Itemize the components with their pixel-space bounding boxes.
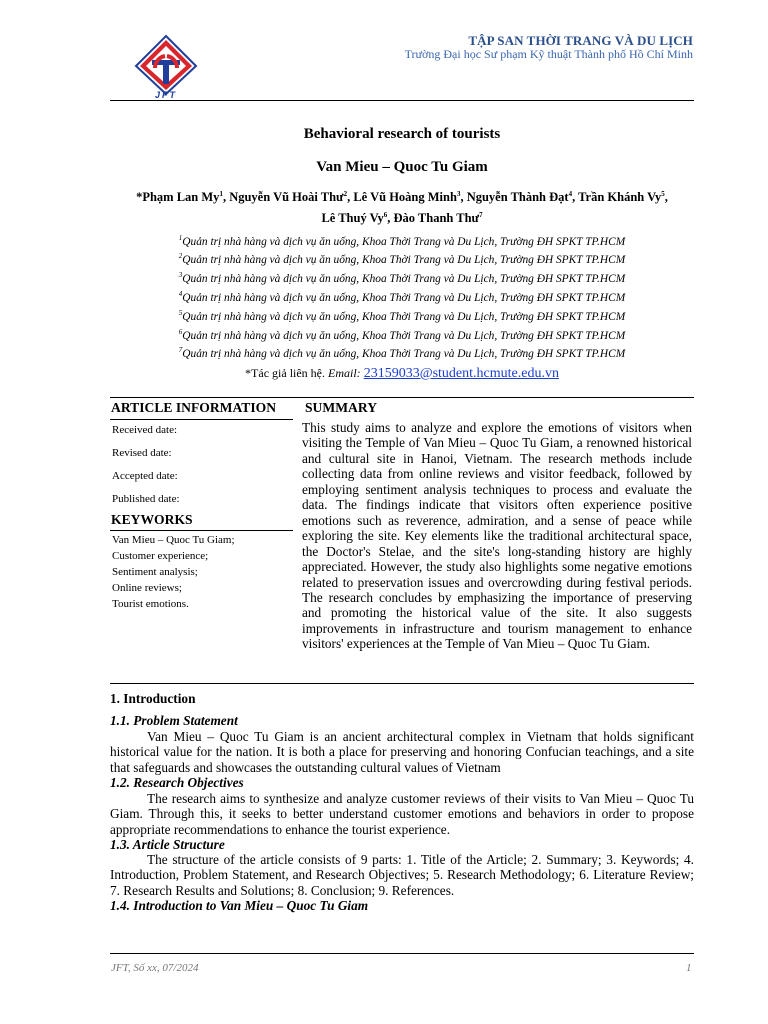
affiliation [110,290,694,304]
paper-title-line2: Van Mieu – Quoc Tu Giam [316,159,488,175]
footer-divider [110,953,694,954]
affiliation [110,252,694,266]
keyword-item: Tourist emotions. [112,598,189,610]
article-structure-paragraph: The structure of the article consists of 9 parts: 1. Title of the Article; 2. Summary; 3. Keywords; 4. Introduction, Problem Statement, and Research Objectives; 5. Research Methodology; 6. Literature Review; 7. Research Results and Solutions; 8. Conclusion; 9. References. [110,852,694,898]
problem-statement-heading: 1.1. Problem Statement [110,713,238,728]
author-name: Lê Vũ Hoàng Minh [353,190,457,205]
affiliation-text: Quản trị nhà hàng và dịch vụ ăn uống, Khoa Thời Trang và Du Lịch, Trường ĐH SPKT TP.HCM [182,310,626,323]
intro-van-mieu-heading: 1.4. Introduction to Van Mieu – Quoc Tu Giam [110,898,369,913]
received-date-label: Received date: [112,424,178,436]
author-sup: 7 [479,211,483,219]
summary-text: This study aims to analyze and explore the emotions of visitors when visiting the Temple of Van Mieu – Quoc Tu Giam, a renowned historical and cultural site in Hanoi, Vietnam. The research methods include collecting data from online reviews and visitor feedback, followed by employing sentiment analysis techniques to process and evaluate the data. The findings indicate that visitors often experience positive emotions such as reverence, admiration, and a sense of peace while exploring the site. Key elements like the traditional architectural space, the Doctor's Stelae, and the site's long-standing history are highly appreciated. However, the study also highlights some negative emotions related to preservation issues and overcrowding during festival periods. The research concludes by emphasizing the importance of preserving and promoting the historical value of the site. It also suggests improvements in infrastructure and tourism management to enhance visitors' experiences at the Temple of Van Mieu – Quoc Tu Giam. [302,420,692,652]
affiliation [110,234,694,248]
affiliation [110,309,694,323]
affiliation-text: Quản trị nhà hàng và dịch vụ ăn uống, Khoa Thời Trang và Du Lịch, Trường ĐH SPKT TP.HCM [182,291,626,304]
keyword-item: Sentiment analysis; [112,566,198,578]
article-info-heading: ARTICLE INFORMATION [111,400,277,415]
affiliation-sup: 2 [178,252,183,260]
footer-issue: JFT, Số xx, 07/2024 [111,962,199,974]
affiliation-sup: 4 [178,290,183,298]
affiliation [110,271,694,285]
keyword-item: Online reviews; [112,582,182,594]
article-info-rule [110,419,293,420]
info-divider [110,397,694,398]
author-name: Lê Thuý Vy [321,211,384,226]
research-objectives-paragraph: The research aims to synthesize and analyze customer reviews of their visits to Van Mieu – Quoc Tu Giam. Through this, it seeks to better understand customer emotions and behaviors in order to propose appropriate recommendations to enhance the tourist experience. [110,791,694,837]
journal-title: TẬP SAN THỜI TRANG VÀ DU LỊCH [468,33,693,48]
summary-heading: SUMMARY [305,400,378,415]
keywords-heading: KEYWORKS [111,512,193,527]
author-name: Nguyễn Thành Đạt [466,190,569,205]
affiliation-sup: 7 [178,346,183,354]
corresponding-author [110,366,694,382]
keyword-item: Customer experience; [112,550,209,562]
affiliation-text: Quản trị nhà hàng và dịch vụ ăn uống, Khoa Thời Trang và Du Lịch, Trường ĐH SPKT TP.HCM [182,253,626,266]
revised-date-label: Revised date: [112,447,172,459]
author-sup: 5 [661,190,665,198]
summary-bottom-divider [110,683,694,684]
author-name: Đào Thanh Thư [393,211,480,226]
journal-subtitle: Trường Đại học Sư phạm Kỹ thuật Thành phố Hồ Chí Minh [404,47,693,61]
affiliation-sup: 3 [178,271,183,279]
affiliation-text: Quản trị nhà hàng và dịch vụ ăn uống, Khoa Thời Trang và Du Lịch, Trường ĐH SPKT TP.HCM [182,272,626,285]
affiliation [110,346,694,360]
keywords-rule [110,530,293,531]
affiliation-text: Quản trị nhà hàng và dịch vụ ăn uống, Khoa Thời Trang và Du Lịch, Trường ĐH SPKT TP.HCM [182,235,626,248]
author-sup: 3 [456,190,461,198]
page-number: 1 [686,962,692,974]
research-objectives-heading: 1.2. Research Objectives [110,775,244,790]
published-date-label: Published date: [112,493,180,505]
journal-logo [132,34,200,100]
affiliation-sup: 1 [178,234,183,242]
svg-text:JFT: JFT [154,90,178,100]
problem-statement-paragraph: Van Mieu – Quoc Tu Giam is an ancient architectural complex in Vietnam that holds significant historical value for the nation. It is both a place for preserving and honoring Confucian teachings, and a site that safeguards and showcases the outstanding cultural values of Vietnam [110,729,694,775]
author-sup: 1 [219,190,223,198]
author-list-line2: Lê Thuý Vy$^6$, Đào Thanh Thư$^7$ [321,211,483,226]
header-divider [110,100,694,101]
affiliation-sup: 5 [178,309,183,317]
affiliation-text: Quản trị nhà hàng và dịch vụ ăn uống, Khoa Thời Trang và Du Lịch, Trường ĐH SPKT TP.HCM [182,347,626,360]
author-sup: 6 [383,211,388,219]
contact-prefix: *Tác giả liên hệ. [245,366,326,380]
author-sup: 4 [568,190,573,198]
accepted-date-label: Accepted date: [112,470,178,482]
author-name: Trần Khánh Vy [578,190,662,205]
keyword-item: Van Mieu – Quoc Tu Giam; [112,534,235,546]
logo-emblem-icon [132,34,200,100]
email-label: Email: [328,366,361,380]
author-sup: 2 [343,190,348,198]
email-link[interactable]: 23159033@student.hcmute.edu.vn [363,366,559,381]
article-structure-heading: 1.3. Article Structure [110,837,225,852]
affiliation-sup: 6 [178,328,183,336]
author-list-line1: *Phạm Lan My$^1$, Nguyễn Vũ Hoài Thư$^2$, Lê Vũ Hoàng Minh$^3$, Nguyễn Thành Đạt$^4$, Trần Khánh Vy$^5$, [136,190,668,205]
author-name: Nguyễn Vũ Hoài Thư [229,190,344,205]
paper-title-line1: Behavioral research of tourists [303,126,501,142]
affiliation-text: Quản trị nhà hàng và dịch vụ ăn uống, Khoa Thời Trang và Du Lịch, Trường ĐH SPKT TP.HCM [182,329,626,342]
affiliation [110,328,694,342]
introduction-heading: 1. Introduction [110,691,196,706]
author-name: *Phạm Lan My [136,190,220,205]
